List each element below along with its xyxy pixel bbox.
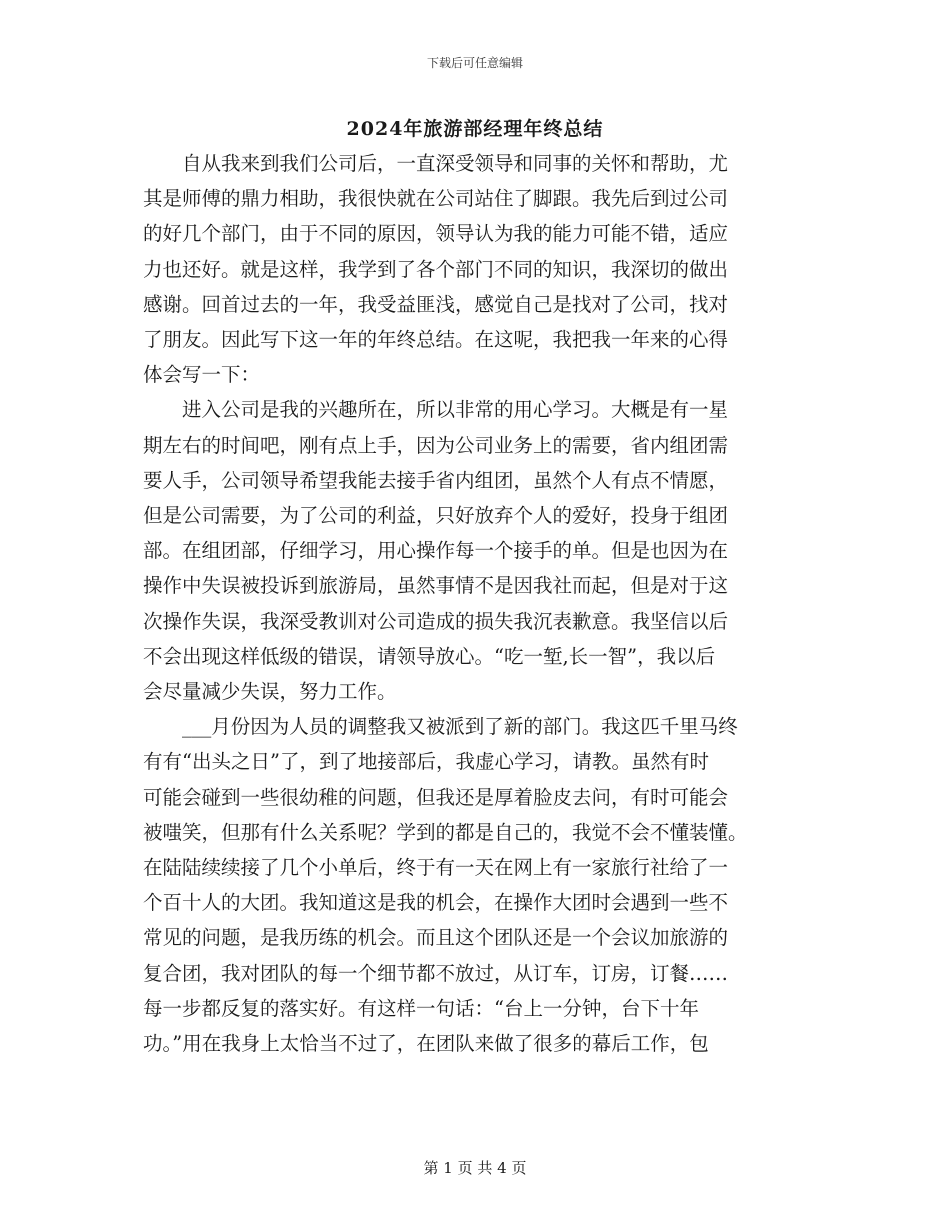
- text-line: 了朋友。因此写下这一年的年终总结。在这呢，我把我一年来的心得: [143, 328, 729, 352]
- text-line: 被嗤笑，但那有什么关系呢？学到的都是自己的，我觉不会不懂装懂。: [143, 820, 748, 844]
- text-line: 但是公司需要，为了公司的利益，只好放弃个人的爱好，投身于组团: [143, 504, 729, 528]
- text-line: 会尽量减少失误，努力工作。: [143, 680, 397, 704]
- text-line: 复合团，我对团队的每一个细节都不放过，从订车，订房，订餐……: [143, 961, 729, 985]
- text-line: 进入公司是我的兴趣所在，所以非常的用心学习。大概是有一星: [182, 398, 729, 422]
- text-line: 可能会碰到一些很幼稚的问题，但我还是厚着脸皮去问，有时可能会: [143, 785, 729, 809]
- text-line: 期左右的时间吧，刚有点上手，因为公司业务上的需要，省内组团需: [143, 433, 729, 457]
- text-line: 有有“出头之日”了，到了地接部后，我虚心学习，请教。虽然有时: [143, 750, 709, 774]
- document-title: 2024年旅游部经理年终总结: [346, 118, 604, 140]
- text-line: 部。在组团部，仔细学习，用心操作每一个接手的单。但是也因为在: [143, 539, 729, 563]
- text-line: 自从我来到我们公司后，一直深受领导和同事的关怀和帮助，尤: [182, 152, 729, 175]
- text-line: 每一步都反复的落实好。有这样一句话：“台上一分钟，台下十年: [143, 996, 699, 1020]
- text-line: 的好几个部门，由于不同的原因，领导认为我的能力可能不错，适应: [143, 222, 729, 246]
- text-line: 常见的问题，是我历练的机会。而且这个团队还是一个会议加旅游的: [143, 926, 729, 950]
- paragraph-3: [143, 709, 813, 1061]
- header-note: 下载后可任意编辑: [426, 56, 523, 70]
- text-line: 力也还好。就是这样，我学到了各个部门不同的知识，我深切的做出: [143, 257, 729, 281]
- document-body: [143, 146, 813, 1061]
- paragraph-1: [143, 146, 813, 392]
- text-line: 次操作失误，我深受教训对公司造成的损失我沉表歉意。我坚信以后: [143, 609, 729, 633]
- text-line: 在陆陆续续接了几个小单后，终于有一天在网上有一家旅行社给了一: [143, 856, 729, 880]
- text-line: 个百十人的大团。我知道这是我的机会，在操作大团时会遇到一些不: [143, 891, 729, 915]
- text-line: 功。”用在我身上太恰当不过了，在团队来做了很多的幕后工作，包: [143, 1032, 709, 1056]
- text-line: 要人手，公司领导希望我能去接手省内组团，虽然个人有点不情愿，: [143, 468, 729, 492]
- text-line: 体会写一下：: [143, 363, 261, 387]
- paragraph-2: [143, 392, 813, 709]
- text-line: ___月份因为人员的调整我又被派到了新的部门。我这匹千里马终: [182, 715, 738, 739]
- text-line: 其是师傅的鼎力相助，我很快就在公司站住了脚跟。我先后到过公司: [143, 187, 729, 211]
- text-line: 不会出现这样低级的错误，请领导放心。“吃一堑,长一智”，我以后: [143, 644, 716, 668]
- page-number: 第 1 页 共 4 页: [423, 1159, 527, 1177]
- text-line: 感谢。回首过去的一年，我受益匪浅，感觉自己是找对了公司，找对: [143, 292, 729, 316]
- text-line: 操作中失误被投诉到旅游局，虽然事情不是因我社而起，但是对于这: [143, 574, 729, 598]
